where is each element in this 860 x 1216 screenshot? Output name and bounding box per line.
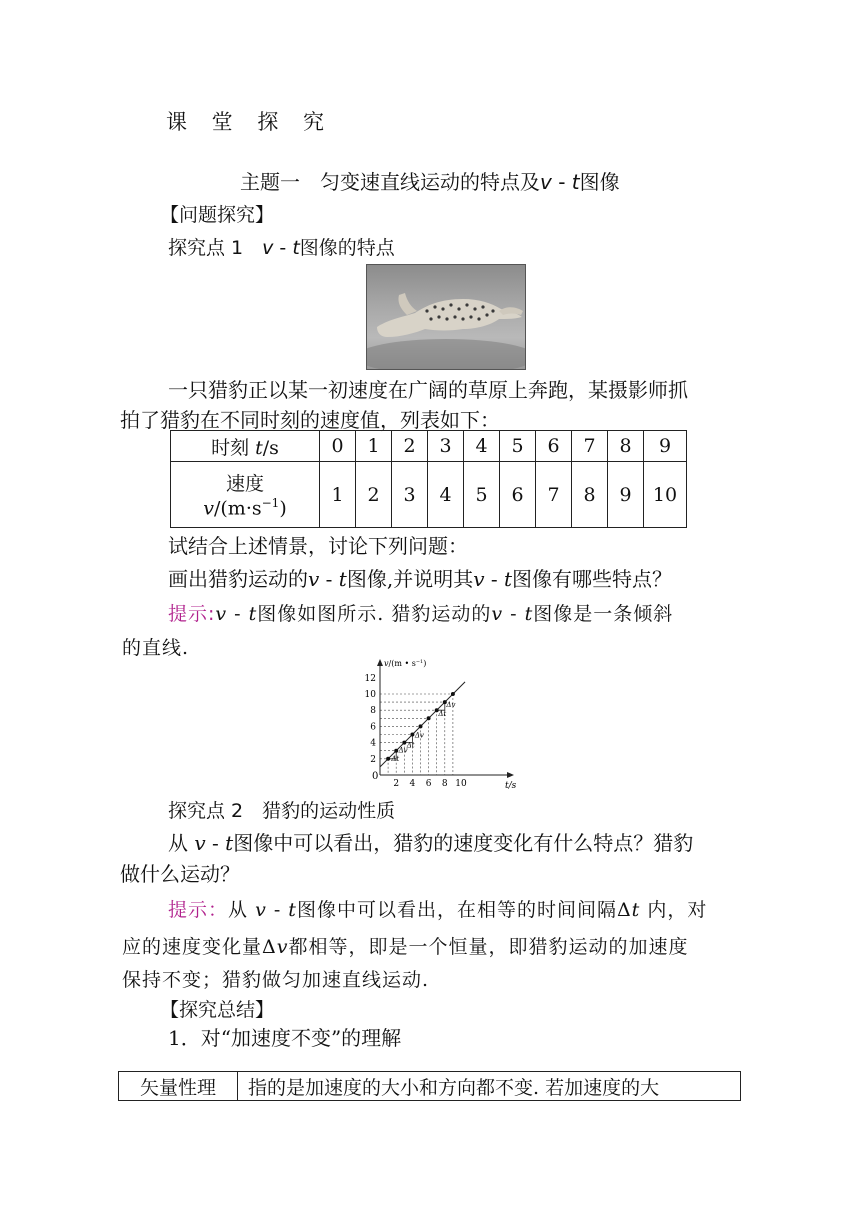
delta-label: Δv <box>446 700 456 709</box>
data-point <box>451 692 455 696</box>
cheetah-photo <box>366 264 526 370</box>
time-cell: 7 <box>572 431 608 462</box>
intro-line-2: 拍了猎豹在不同时刻的速度值，列表如下： <box>120 408 500 432</box>
x-tick-label: 8 <box>441 779 448 789</box>
delta-label: Δt <box>391 755 400 764</box>
acceleration-table <box>118 1071 741 1101</box>
topic-title: 主题一 匀变速直线运动的特点及v - t图像 <box>240 170 620 194</box>
speed-cell: 1 <box>320 462 356 528</box>
x-tick-label: 10 <box>455 779 467 789</box>
speed-cell: 6 <box>500 462 536 528</box>
y-tick-label: 8 <box>370 706 376 717</box>
hint-1-line-1: 提示:v - t图像如图所示. 猎豹运动的v - t图像是一条倾斜 <box>168 603 674 625</box>
time-cell: 9 <box>644 431 687 462</box>
origin-label: 0 <box>372 771 379 782</box>
problem-heading: 【问题探究】 <box>160 204 275 226</box>
data-point <box>386 757 390 761</box>
question-1: 画出猎豹运动的v - t图像,并说明其v - t图像有哪些特点？ <box>168 567 673 591</box>
summary-heading: 【探究总结】 <box>160 999 275 1021</box>
time-header: 时刻 t/s <box>171 431 320 462</box>
speed-cell: 2 <box>356 462 392 528</box>
data-point <box>410 733 414 737</box>
time-cell: 1 <box>356 431 392 462</box>
point2-heading: 探究点 2 猎豹的运动性质 <box>168 800 396 822</box>
intro-line-1: 一只猎豹正以某一初速度在广阔的草原上奔跑，某摄影师抓 <box>168 378 688 402</box>
y-tick-label: 2 <box>370 754 376 765</box>
time-cell: 6 <box>536 431 572 462</box>
discuss-line: 试结合上述情景，讨论下列问题： <box>168 534 468 558</box>
hint-2-line-3: 保持不变；猎豹做匀加速直线运动. <box>122 969 430 991</box>
data-point <box>419 724 423 728</box>
question-2-line-1: 从 v - t图像中可以看出，猎豹的速度变化有什么特点？猎豹 <box>168 831 694 855</box>
delta-label: Δt <box>406 741 415 750</box>
y-tick-label: 4 <box>370 738 376 749</box>
x-axis-label: t/s <box>505 781 517 791</box>
question-2-line-2: 做什么运动？ <box>120 862 240 886</box>
section-title: 课 堂 探 究 <box>166 110 334 134</box>
speed-header: 速度 $v/(m\cdot s^{-1})$ <box>171 462 320 528</box>
time-cell: 8 <box>608 431 644 462</box>
vt-chart <box>358 655 518 793</box>
x-axis-arrow <box>507 772 514 778</box>
time-cell: 2 <box>392 431 428 462</box>
y-axis-label: v/(m • $s^{-1}$) <box>384 659 427 668</box>
x-tick-label: 6 <box>425 779 432 789</box>
speed-cell: 7 <box>536 462 572 528</box>
delta-label: Δv <box>398 746 408 755</box>
x-tick-label: 4 <box>409 779 416 789</box>
speed-cell: 9 <box>608 462 644 528</box>
time-cell: 0 <box>320 431 356 462</box>
speed-cell: 4 <box>428 462 464 528</box>
vector-property-desc: 指的是加速度的大小和方向都不变. 若加速度的大 <box>238 1072 741 1101</box>
time-cell: 3 <box>428 431 464 462</box>
data-point <box>427 716 431 720</box>
speed-table <box>170 430 687 528</box>
y-tick-label: 6 <box>370 722 376 733</box>
y-tick-label: 12 <box>364 673 376 684</box>
hint-1-line-2: 的直线. <box>122 637 190 659</box>
x-tick-label: 2 <box>393 779 400 789</box>
acceleration-row <box>119 1072 741 1101</box>
delta-label: Δt <box>438 709 447 718</box>
time-cell: 4 <box>464 431 500 462</box>
summary-item-1: 1．对“加速度不变”的理解 <box>168 1026 402 1050</box>
speed-cell: 10 <box>644 462 687 528</box>
point1-heading: 探究点 1 v - t图像的特点 <box>168 237 395 259</box>
speed-cell: 5 <box>464 462 500 528</box>
y-tick-label: 10 <box>364 690 376 700</box>
hint-2-line-2: 应的速度变化量Δv都相等，即是一个恒量，即猎豹运动的加速度 <box>122 936 689 958</box>
y-axis-arrow <box>377 659 383 666</box>
speed-cell: 3 <box>392 462 428 528</box>
data-point <box>402 741 406 745</box>
vector-property-cell: 矢量性理 <box>119 1072 238 1101</box>
data-point <box>394 749 398 753</box>
delta-label: Δv <box>414 731 424 740</box>
speed-row <box>171 462 687 528</box>
time-cell: 5 <box>500 431 536 462</box>
speed-cell: 8 <box>572 462 608 528</box>
hint-2-line-1: 提示：从 v - t图像中可以看出，在相等的时间间隔Δt 内，对 <box>168 899 708 921</box>
time-row <box>171 431 687 462</box>
